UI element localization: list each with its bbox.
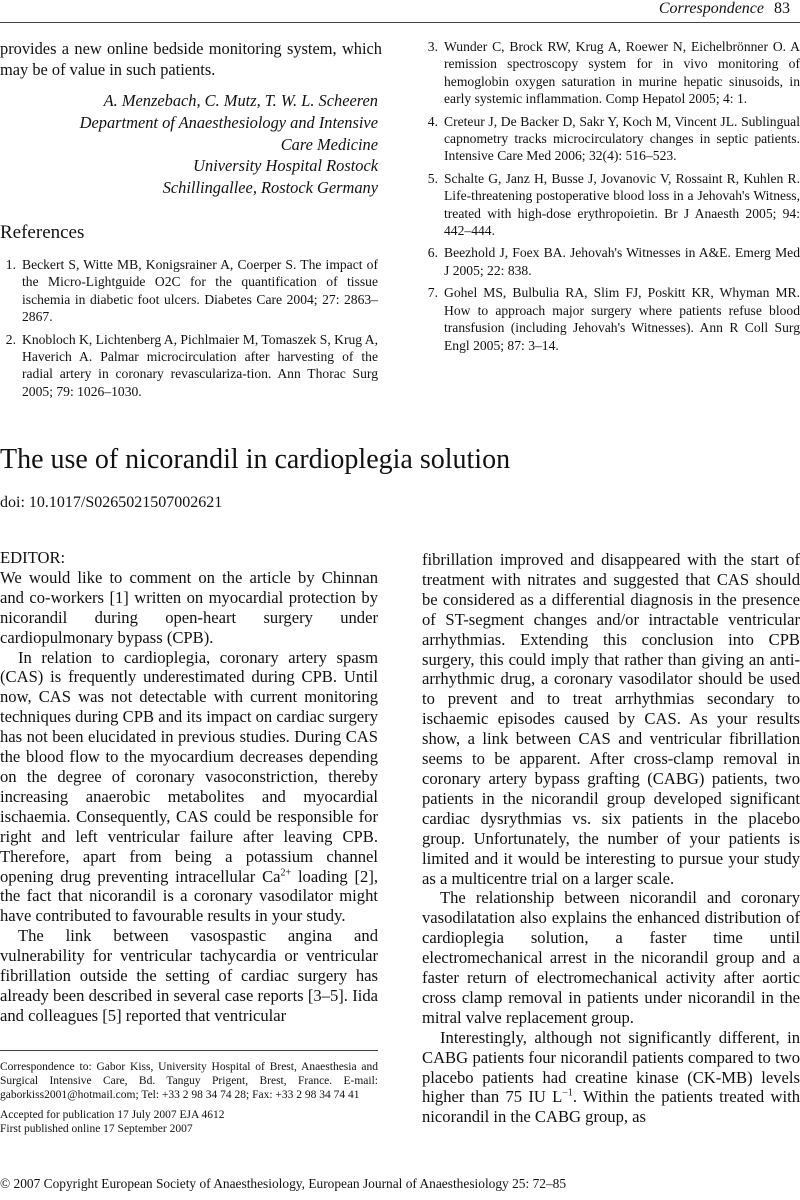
- reference-text: Beckert S, Witte MB, Konigsrainer A, Coerper S. The impact of the Micro-Lightguide O2C for the quantification of tissue ischemia in diabetic foot ulcers. Diabetes Care 2004; 27: 2863–2867.: [22, 257, 378, 325]
- superscript: 2+: [280, 866, 292, 878]
- publication-dates: [0, 1108, 378, 1136]
- reference-text: Creteur J, De Backer D, Sakr Y, Koch M, Vincent JL. Sublingual capnometry tracks microcirculatory changes in septic patients. Intensive Care Med 2006; 32(4): 516–523.: [444, 113, 800, 164]
- signature-affiliation-1: Department of Anaesthesiology and Intensive: [79, 112, 378, 132]
- reference-number: 7.: [427, 285, 438, 301]
- prev-letter-closing: provides a new online bedside monitoring system, which may be of value in such patients.: [0, 39, 382, 79]
- reference-text: Knobloch K, Lichtenberg A, Pichlmaier M, Tomaszek S, Krug A, Haverich A. Palmar microcirculation after harvesting of the radial artery in coronary revasculariza-tion. Ann Thorac Surg 2005; 79: 1026–1030.: [22, 331, 378, 399]
- reference-item: [422, 38, 800, 108]
- correspondence-footnote: Correspondence to: Gabor Kiss, University Hospital of Brest, Anaesthesia and Surgical Intensive Care, Bd. Tanguy Prigent, Brest, France. E-mail: gaborkiss2001@hotmail.com; Tel: +33 2 98 34 74 28; Fax: +33 2 98 34 74 41: [0, 1061, 378, 1102]
- paragraph-3: The link between vasospastic angina and vulnerability for ventricular tachycardia or ventricular fibrillation outside the setting of cardiac surgery has already been described in several case reports [3–5]. Iida and colleagues [5] reported that ventricular: [0, 926, 378, 1025]
- reference-number: 4.: [427, 113, 438, 129]
- reference-number: 2.: [5, 331, 16, 347]
- reference-item: [0, 331, 378, 401]
- reference-text: Schalte G, Janz H, Busse J, Jovanovic V, Rossaint R, Kuhlen R. Life-threatening postoperative blood loss in a Jehovah's Witness, treated with high-dose erythropoietin. Br J Anaesth 2005; 94: 442–444.: [444, 170, 800, 239]
- copyright-line: © 2007 Copyright European Society of Anaesthesiology, European Journal of Anaesthesiology 25: 72–85: [0, 1176, 567, 1191]
- article-doi: doi: 10.1017/S0265021507002621: [0, 494, 223, 511]
- paragraph-6-text-end: . Within the patients treated with nicorandil in the CABG group, as: [422, 1087, 800, 1127]
- signature-authors: A. Menzebach, C. Mutz, T. W. L. Scheeren: [103, 91, 378, 110]
- reference-number: 6.: [427, 245, 438, 261]
- paragraph-5: The relationship between nicorandil and coronary vasodilatation also explains the enhanced distribution of cardioplegia solution, a faster time until electromechanical arrest in the nicorandil group and a faster return of electromechanical activity after aortic cross clamp removal in patients under nicorandil in the mitral valve replacement group.: [422, 888, 800, 1027]
- page-number: 83: [774, 0, 790, 17]
- reference-text: Gohel MS, Bulbulia RA, Slim FJ, Poskitt KR, Whyman MR. How to approach major surgery where patients refuse blood transfusion (including Jehovah's Witnesses). Ann R Coll Surg Engl 2005; 87: 3–14.: [444, 285, 800, 353]
- salutation: EDITOR:: [0, 548, 66, 567]
- paragraph-6: [422, 1028, 800, 1128]
- published-line: First published online 17 September 2007: [0, 1123, 193, 1136]
- paragraph-4: fibrillation improved and disappeared with the start of treatment with nitrates and suggested that CAS should be considered as a differential diagnosis in the presence of ST-segment changes and/or intractable ventricular arrhythmias. Extending this conclusion into CPB surgery, this could imply that rather than giving an anti-arrhythmic drug, a coronary vasodilator should be used to prevent and to treat arrhythmias secondary to ischaemic episodes caused by CAS. As your results show, a link between CAS and ventricular fibrillation seems to be apparent. After cross-clamp removal in coronary artery bypass grafting (CABG) patients, two patients in the nicorandil group developed significant cardiac dysrythmias vs. six patients in the placebo group. Unfortunately, the number of your patients is limited and it would be interesting to pursue your study as a multicentre trial on a larger scale.: [422, 550, 800, 888]
- paragraph-2-text: In relation to cardioplegia, coronary artery spasm (CAS) is frequently underestimated during CPB. Until now, CAS was not detectable with current monitoring techniques during CPB and its impact on cardiac surgery has not been elucidated in previous studies. During CAS the blood flow to the myocardium decreases depending on the degree of coronary vasoconstriction, thereby increasing anaerobic metabolites and myocardial ischaemia. Consequently, CAS could be responsible for right and left ventricular failure after leaving CPB. Therefore, apart from being a potassium channel opening drug preventing intracellular Ca: [0, 647, 378, 886]
- running-head: [659, 0, 790, 18]
- reference-text: Beezhold J, Foex BA. Jehovah's Witnesses in A&E. Emerg Med J 2005; 22: 838.: [444, 245, 800, 278]
- accepted-line: Accepted for publication 17 July 2007 EJA 4612: [0, 1109, 225, 1121]
- prev-letter-signature: [38, 90, 378, 199]
- paragraph-6-text: Interestingly, although not significantly different, in CABG patients four nicorandil patients compared to two placebo patients had creatine kinase (CK-MB) levels higher than 75 IU L: [422, 1027, 800, 1107]
- reference-number: 1.: [5, 257, 16, 272]
- signature-affiliation-4: Schillingallee, Rostock Germany: [162, 178, 378, 198]
- signature-affiliation-3: University Hospital Rostock: [193, 156, 378, 176]
- paragraph-2-text-end: loading [2], the fact that nicorandil is a coronary vasodilator might have contributed to favourable results in your study.: [0, 866, 378, 926]
- references-heading: References: [0, 222, 85, 243]
- reference-number: 5.: [427, 170, 438, 186]
- signature-affiliation-2: Care Medicine: [280, 134, 378, 154]
- reference-item: [0, 256, 378, 326]
- reference-list-left: [0, 256, 378, 405]
- header-rule: [0, 22, 800, 23]
- reference-item: [422, 284, 800, 354]
- running-head-section: Correspondence: [658, 0, 764, 17]
- paragraph-1: We would like to comment on the article by Chinnan and co-workers [1] written on myocardial protection by nicorandil during open-heart surgery under cardiopulmonary bypass (CPB).: [0, 567, 378, 647]
- body-column-left: [0, 548, 378, 1026]
- superscript: −1: [562, 1087, 573, 1099]
- article-title: The use of nicorandil in cardioplegia solution: [0, 444, 511, 475]
- reference-item: [422, 170, 800, 240]
- footnote-rule: [0, 1050, 378, 1051]
- body-column-right: [422, 550, 800, 1127]
- reference-text: Wunder C, Brock RW, Krug A, Roewer N, Eichelbrönner O. A remission spectroscopy system for in vivo monitoring of hemoglobin oxygen saturation in murine hepatic sinusoids, in early systemic inflammation. Comp Hepatol 2005; 4: 1.: [444, 39, 800, 107]
- reference-item: [422, 113, 800, 165]
- paragraph-2: [0, 648, 378, 927]
- reference-list-right: [422, 38, 800, 359]
- reference-number: 3.: [427, 39, 438, 54]
- reference-item: [422, 244, 800, 279]
